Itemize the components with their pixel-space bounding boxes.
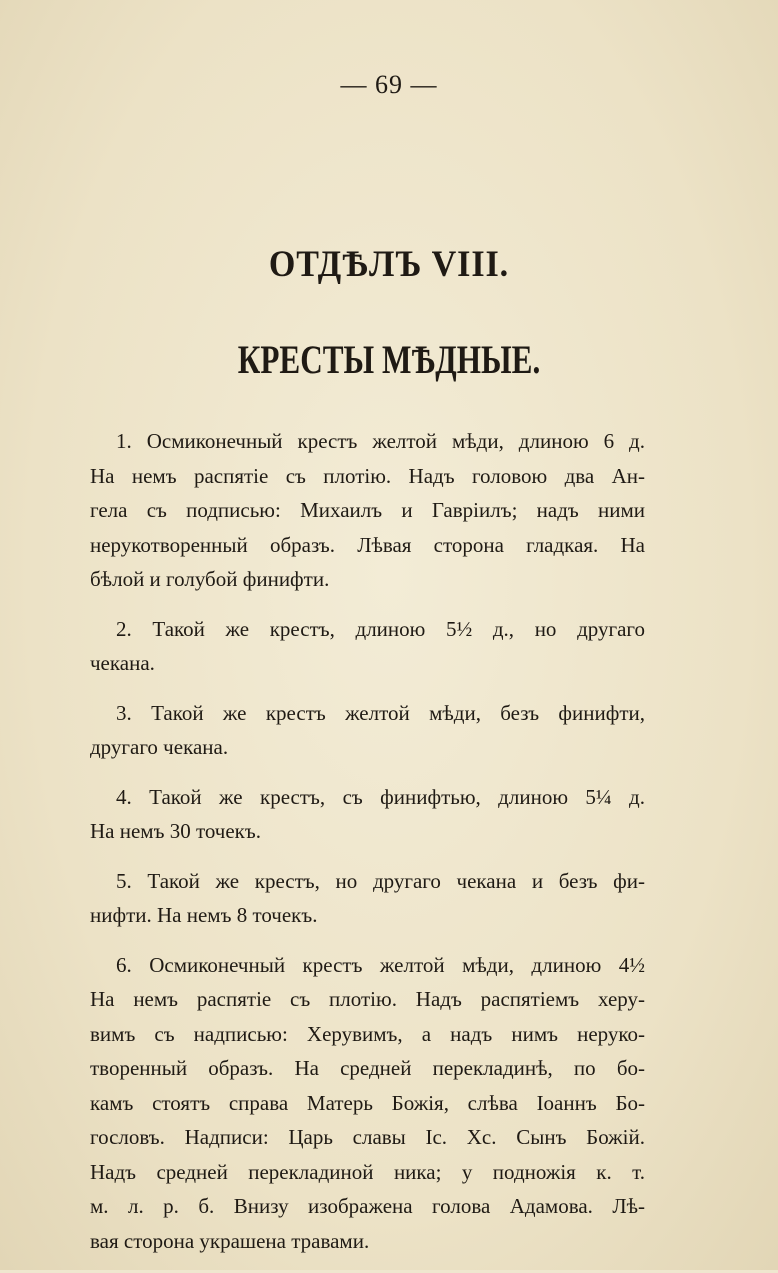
text-line: 3. Такой же крестъ желтой мѣди, безъ финифти, <box>116 700 645 725</box>
text-line: 5. Такой же крестъ, но другаго чекана и безъ фи- <box>116 868 645 893</box>
paragraph-1 <box>90 424 645 597</box>
section-subtitle: КРЕСТЫ МѢДНЫЕ. <box>237 337 541 382</box>
page-number: — 69 — <box>340 70 438 99</box>
paragraph-3 <box>90 696 645 765</box>
text-line: На немъ 30 точекъ. <box>90 819 261 843</box>
text-line: 6. Осмиконечный крестъ желтой мѣди, длиною 4½ <box>116 952 645 977</box>
body-text <box>90 424 645 1273</box>
text-line: На немъ распятіе съ плотію. Надъ распятіемъ херу- <box>90 987 645 1011</box>
text-line: 4. Такой же крестъ, съ финифтью, длиною 5¼ д. <box>116 784 645 809</box>
text-line: гословъ. Надписи: Царь славы Іс. Хс. Сынъ Божій. <box>90 1125 645 1149</box>
text-line: вая сторона украшена травами. <box>90 1228 370 1253</box>
text-line: чекана. <box>90 651 155 675</box>
text-line: камъ стоятъ справа Матерь Божія, слѣва Іоаннъ Бо- <box>90 1090 645 1115</box>
text-line: Надъ средней перекладиной ника; у подножія к. т. <box>90 1159 645 1184</box>
text-line: нерукотворенный образъ. Лѣвая сторона гладкая. На <box>90 532 645 557</box>
text-line: нифти. На немъ 8 точекъ. <box>90 903 318 927</box>
text-line: другаго чекана. <box>90 735 229 759</box>
text-line: м. л. р. б. Внизу изображена голова Адамова. Лѣ- <box>90 1194 645 1218</box>
paragraph-6 <box>90 948 645 1259</box>
text-line: гела съ подписью: Михаилъ и Гавріилъ; надъ ними <box>90 498 645 522</box>
paragraph-2 <box>90 612 645 681</box>
text-line: На немъ распятіе съ плотію. Надъ головою два Ан- <box>90 463 645 488</box>
paragraph-5 <box>90 864 645 933</box>
text-line: бѣлой и голубой финифти. <box>90 567 330 591</box>
text-line: вимъ съ надписью: Херувимъ, а надъ нимъ неруко- <box>90 1021 645 1046</box>
text-line: 2. Такой же крестъ, длиною 5½ д., но другаго <box>116 616 645 641</box>
paragraph-4 <box>90 780 645 849</box>
section-title: ОТДѢЛЪ VIII. <box>268 244 510 285</box>
text-line: 1. Осмиконечный крестъ желтой мѣди, длиною 6 д. <box>116 429 645 453</box>
text-line: творенный образъ. На средней перекладинѣ, по бо- <box>90 1056 645 1080</box>
